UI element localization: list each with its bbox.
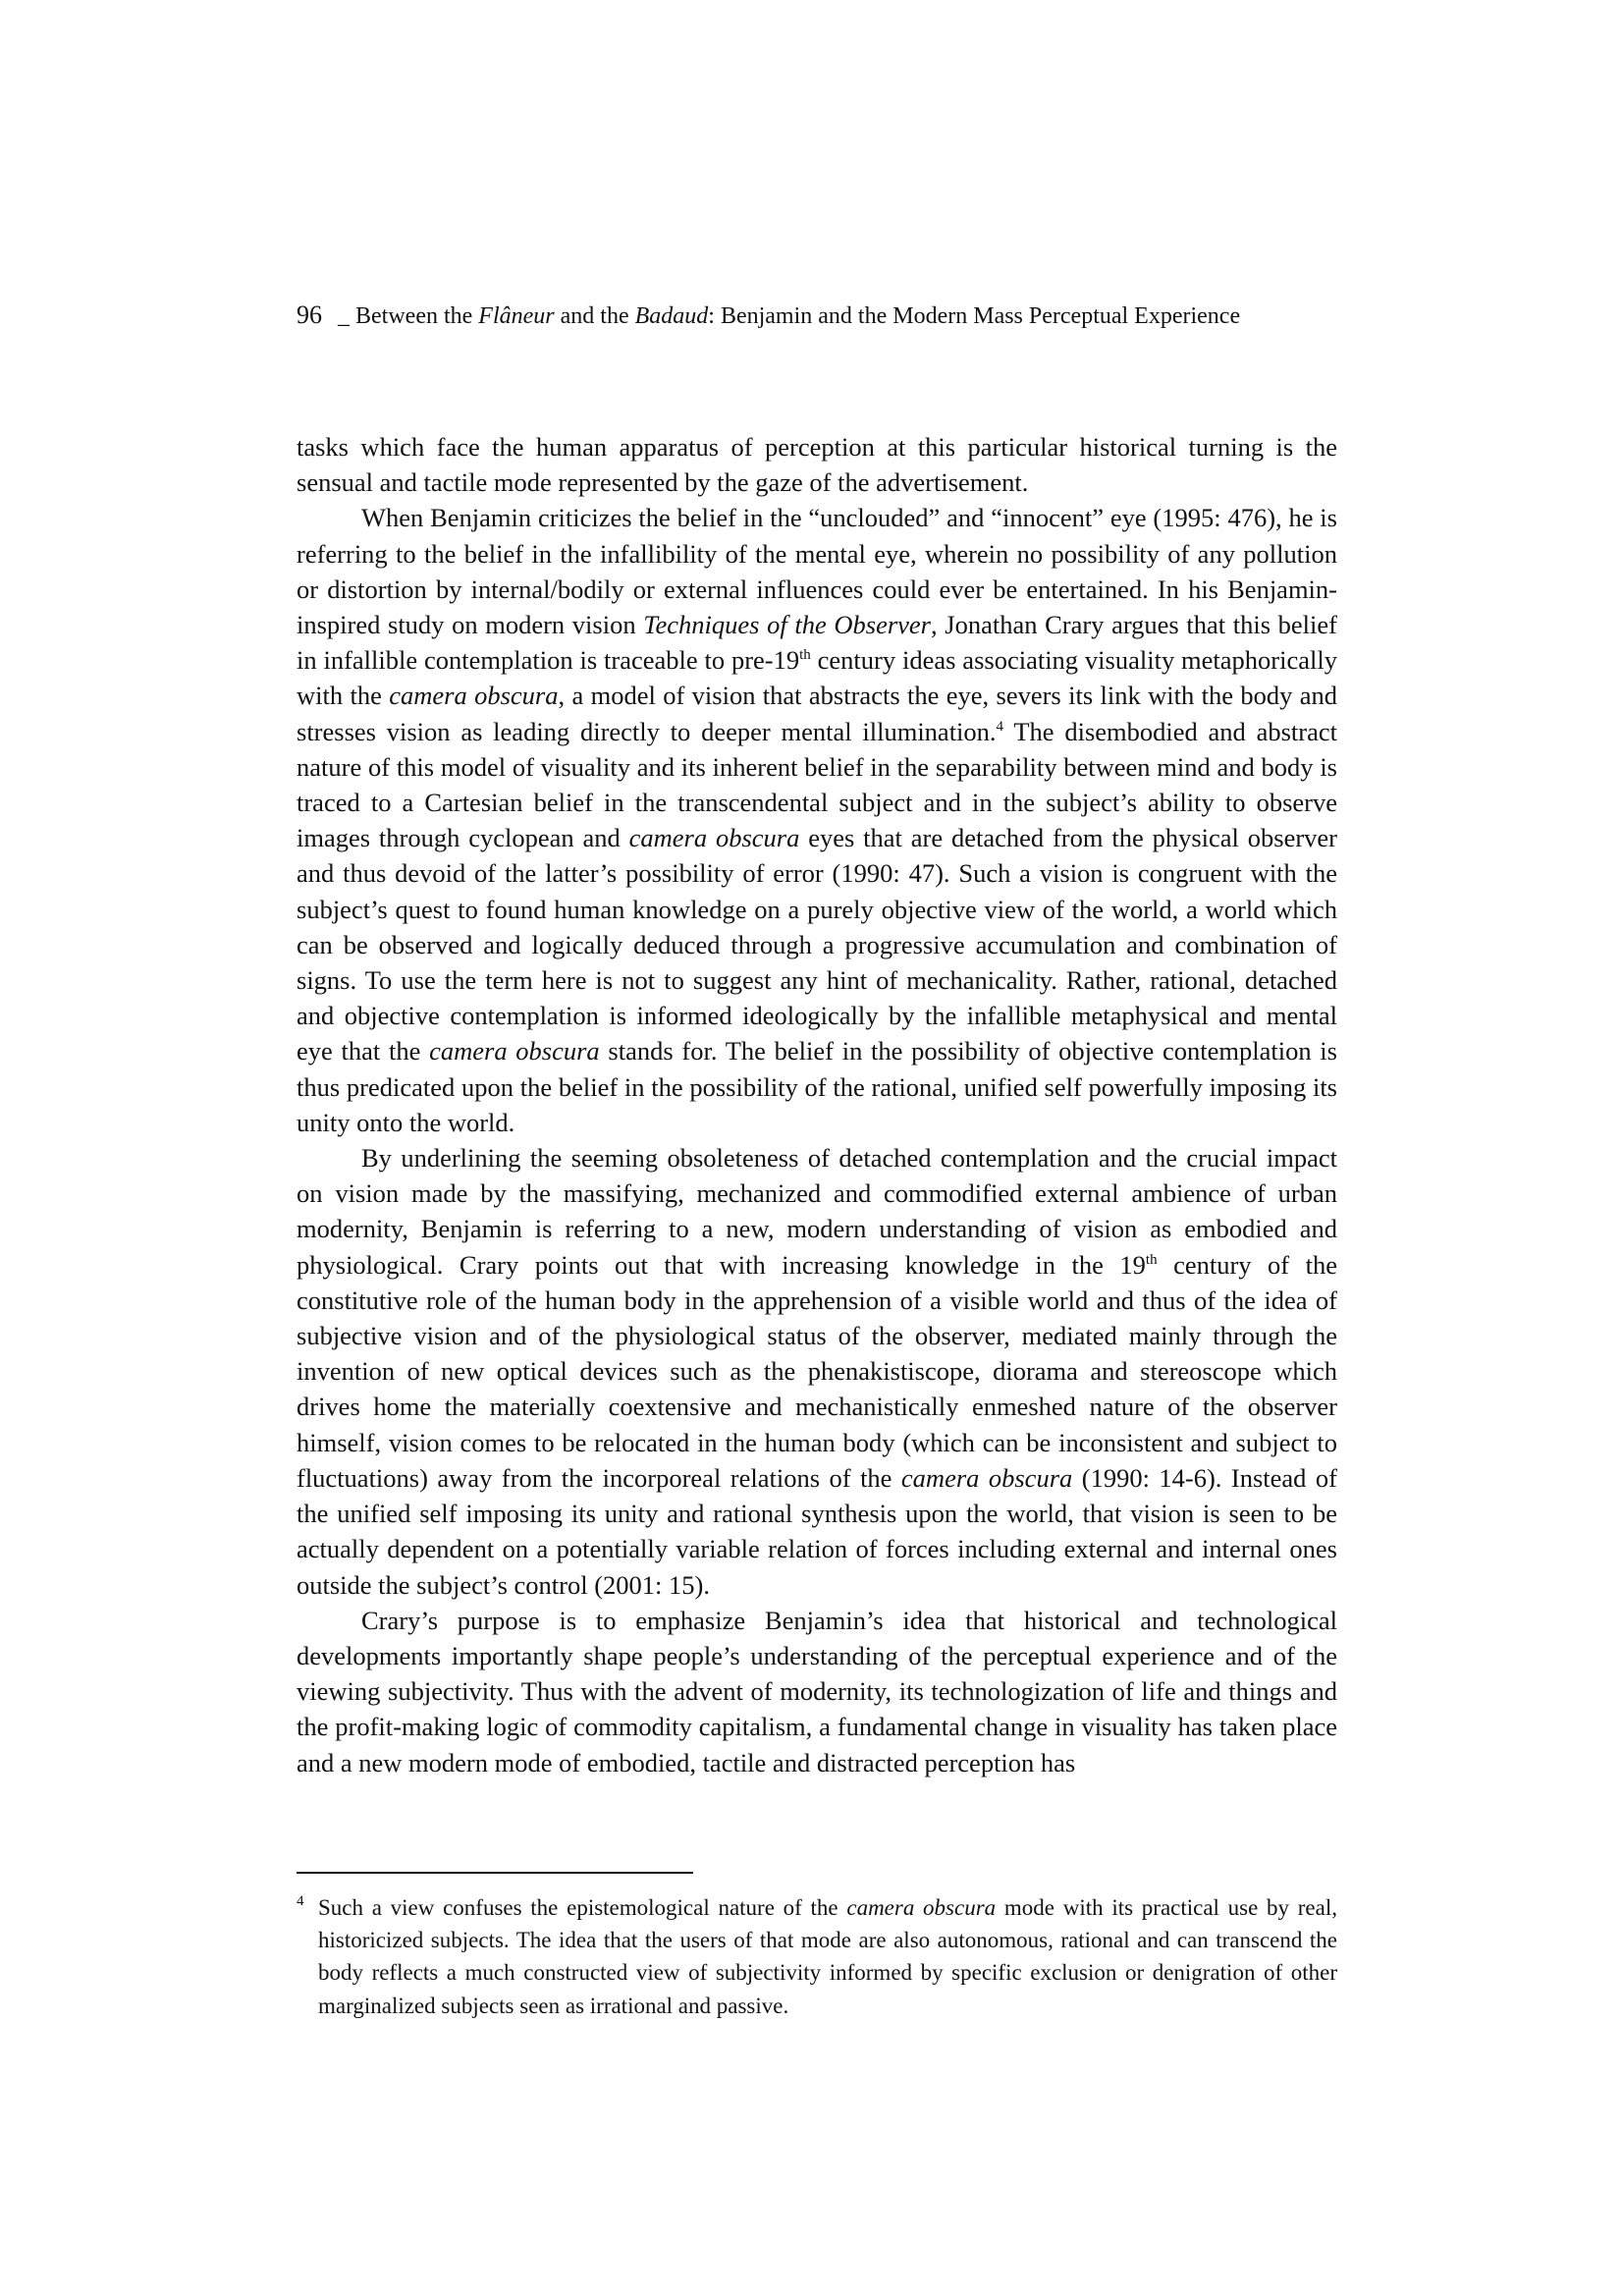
p2-text-1: When Benjamin criticizes the belief in the “unclouded” and “innocent” eye (1995: 476), he is referring to the belief in the infallibility of the mental eye, wherein no possibility of any pollution or distortion by internal/bodily or external influences could ever be entertained. In his Benjamin-inspired study on modern vision xyxy=(297,503,1337,640)
p2-italic-camera-obscura-2: camera obscura xyxy=(628,823,800,853)
paragraph-3 xyxy=(297,1140,1337,1603)
p2-book-title: Techniques of the Observer xyxy=(643,610,931,640)
footnote-reference[interactable]: 4 xyxy=(996,718,1004,735)
header-term-flaneur: Flâneur xyxy=(478,303,555,329)
paragraph-4: Crary’s purpose is to emphasize Benjamin’s idea that historical and technological developments importantly shape people’s understanding of the perceptual experience and of the viewing subjectivity. Thus with the advent of modernity, its technologization of life and things and the profit-making logic of commodity capitalism, a fundamental change in visuality has taken place and a new modern mode of embodied, tactile and distracted perception has xyxy=(297,1605,1337,1777)
p2-text-4: , a model of vision that abstracts the eye, severs its link with the body and stresses vision as leading directly to deeper mental illumination. xyxy=(297,681,1337,746)
body-text xyxy=(297,429,1337,1780)
footnote-text xyxy=(297,1891,1337,2022)
p2-text-3: century ideas associating visuality metaphorically with the xyxy=(297,645,1337,711)
p3-text-1: By underlining the seeming obsoleteness of detached contemplation and the crucial impact on vision made by the massifying, mechanized and commodified external ambience of urban modernity, Benjamin is referring to a new, modern understanding of vision as embodied and physiological. Crary points out that with increasing knowledge in the 19 xyxy=(297,1143,1337,1280)
running-header xyxy=(297,301,1337,331)
p2-italic-camera-obscura-1: camera obscura xyxy=(389,681,559,711)
p2-italic-camera-obscura-3: camera obscura xyxy=(429,1036,600,1066)
page-number: 96 xyxy=(297,301,322,329)
p2-text-7: stands for. The belief in the possibility of objective contemplation is thus predicated upon the belief in the possibility of the rational, unified self powerfully imposing its unity onto the world. xyxy=(297,1036,1337,1137)
p2-text-2: , Jonathan Crary argues that this belief in infallible contemplation is traceable to pre-19 xyxy=(297,610,1337,676)
p3-superscript-th: th xyxy=(1145,1251,1158,1268)
header-text-mid: and the xyxy=(554,303,635,329)
header-text-prefix: _ Between the xyxy=(338,303,479,329)
p2-superscript-th: th xyxy=(799,647,811,664)
footnote-italic-camera-obscura: camera obscura xyxy=(846,1895,997,1920)
p3-text-3: (1990: 14-6). Instead of the unified self imposing its unity and rational synthesis upon the world, that vision is seen to be actually dependent on a potentially variable relation of forces including external and internal ones outside the subject’s control (2001: 15). xyxy=(297,1462,1337,1600)
paragraph-1: tasks which face the human apparatus of perception at this particular historical turning is the sensual and tactile mode represented by the gaze of the advertisement. xyxy=(297,432,1337,498)
paragraph-2 xyxy=(297,500,1337,1140)
footnote-mark: 4 xyxy=(297,1893,304,1909)
footnote-divider xyxy=(297,1872,693,1874)
footnote-text-1: Such a view confuses the epistemological nature of the xyxy=(318,1895,847,1920)
p2-text-5: The disembodied and abstract nature of this model of visuality and its inherent belief in the separability between mind and body is traced to a Cartesian belief in the transcendental subject and in the subject’s ability to observe images through cyclopean and xyxy=(297,716,1337,853)
header-term-badaud: Badaud xyxy=(634,303,709,329)
p2-text-6: eyes that are detached from the physical observer and thus devoid of the latter’s possibility of error (1990: 47). Such a vision is congruent with the subject’s quest to found human knowledge on a purely objective view of the world, a world which can be observed and logically deduced through a progressive accumulation and combination of signs. To use the term here is not to suggest any hint of mechanicality. Rather, rational, detached and objective contemplation is informed ideologically by the infallible metaphysical and mental eye that the xyxy=(297,823,1337,1066)
footnote-4 xyxy=(297,1891,1337,2022)
header-text-suffix: : Benjamin and the Modern Mass Perceptual Experience xyxy=(708,303,1241,329)
p3-text-2: century of the constitutive role of the human body in the apprehension of a visible world and thus of the idea of subjective vision and of the physiological status of the observer, mediated mainly through the invention of new optical devices such as the phenakistiscope, diorama and stereoscope which drives home the materially coextensive and mechanistically enmeshed nature of the observer himself, vision comes to be relocated in the human body (which can be inconsistent and subject to fluctuations) away from the incorporeal relations of the xyxy=(297,1249,1337,1493)
footnote-text-2: mode with its practical use by real, historicized subjects. The idea that the users of that mode are also autonomous, rational and can transcend the body reflects a much constructed view of subjectivity informed by specific exclusion or denigration of other marginalized subjects seen as irrational and passive. xyxy=(318,1895,1337,2018)
p3-italic-camera-obscura: camera obscura xyxy=(900,1462,1073,1493)
